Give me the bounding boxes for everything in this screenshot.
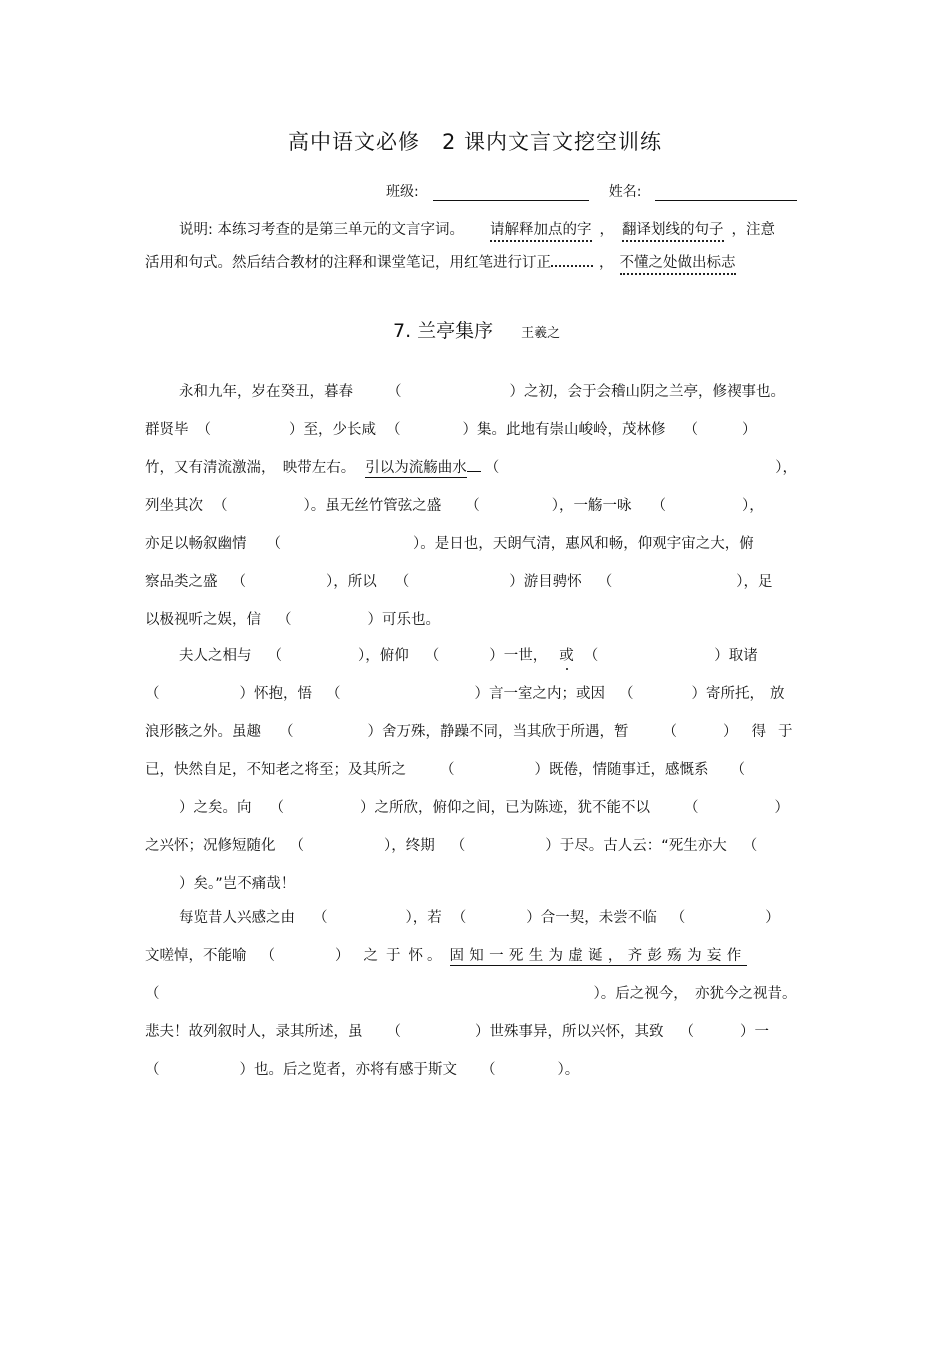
text-segment: ）游目骋怀 — [509, 574, 582, 590]
blank-open: （ — [145, 1062, 160, 1078]
text-line — [145, 456, 797, 477]
instructions — [145, 218, 807, 278]
text-segment: 以极视听之娱，信 — [145, 612, 261, 628]
text-segment: 于 — [386, 948, 401, 964]
instructions-dotted-note: 翻译划线的句子 — [622, 222, 724, 242]
blank-open: （ — [386, 1024, 401, 1040]
blank-open: （ — [231, 574, 246, 590]
text-line — [145, 758, 745, 779]
blank-open: （ — [269, 800, 284, 816]
text-segment: 列坐其次 — [145, 498, 203, 514]
blank-open: （ — [386, 422, 401, 438]
blank-open: （ — [145, 686, 160, 702]
text-segment: ），若 — [405, 910, 442, 926]
text-line — [179, 796, 789, 817]
text-segment: ）既倦，情随事迁，感慨系 — [534, 762, 709, 778]
text-line — [145, 720, 793, 741]
text-segment: ）怀抱，悟 — [239, 686, 312, 702]
text-segment: ），所以 — [326, 574, 377, 590]
blank-open: （ — [313, 910, 328, 926]
text-segment: 之 — [363, 948, 378, 964]
text-segment: 于 — [778, 724, 793, 740]
text-segment: ）一 — [740, 1024, 769, 1040]
text-segment: ）之初，会于会稽山阴之兰亭，修禊事也。 — [509, 384, 785, 400]
instructions-dotted-gap — [551, 251, 593, 267]
blank-open: （ — [394, 574, 410, 590]
instructions-text: 活用和句式。然后结合教材的注释和课堂笔记，用红笔进行订正 — [145, 255, 551, 271]
blank-open: （ — [662, 724, 677, 740]
text-segment: 怀 — [408, 948, 423, 964]
text-line — [145, 1058, 579, 1079]
text-segment: ）。后之视今， 亦犹今之视昔。 — [593, 986, 797, 1002]
text-line — [145, 1020, 769, 1041]
blank-close: ） — [765, 910, 780, 926]
text-line — [145, 494, 764, 515]
class-field[interactable] — [433, 184, 589, 201]
text-segment: 每览昔人兴感之由 — [179, 910, 295, 926]
text-line — [145, 982, 797, 1003]
text-segment: 或 — [559, 648, 574, 664]
name-label: 姓名: — [608, 184, 642, 200]
text-segment: 竹，又有清流激湍， 映带左右。 — [145, 460, 356, 476]
blank-close: ） — [335, 948, 350, 964]
text-segment: 永和九年，岁在癸丑，暮春 — [179, 384, 353, 400]
blank-open: （ — [651, 498, 666, 514]
text-line — [145, 532, 754, 553]
student-info-line — [386, 181, 797, 201]
text-segment: ）合一契，未尝不临 — [526, 910, 657, 926]
blank-open: （ — [583, 648, 599, 664]
text-segment: ）一世， — [489, 648, 548, 664]
exercise-text — [145, 380, 807, 1080]
text-line — [179, 906, 780, 927]
text-line — [145, 608, 440, 629]
blank-open: （ — [266, 536, 281, 552]
blank-open: （ — [684, 800, 699, 816]
text-segment: 放 — [770, 686, 785, 702]
lesson-heading — [393, 316, 560, 343]
blank-open: （ — [387, 384, 402, 400]
blank-open: （ — [440, 762, 455, 778]
instructions-comma: ， — [599, 255, 614, 271]
class-label: 班级: — [386, 184, 419, 200]
instructions-text: ，注意 — [731, 222, 775, 238]
text-line — [145, 682, 785, 703]
text-segment: 亦足以畅叙幽情 — [145, 536, 247, 552]
blank-open: （ — [451, 910, 467, 926]
blank-open: （ — [683, 422, 698, 438]
blank-open: （ — [597, 574, 613, 590]
blank-close: ） — [723, 724, 738, 740]
text-segment: ）世殊事异，所以兴怀，其致 — [475, 1024, 664, 1040]
text-segment: 察品类之盛 — [145, 574, 218, 590]
blank-open: （ — [619, 686, 634, 702]
text-segment: 文嗟悼，不能喻 — [145, 948, 247, 964]
blank-open: （ — [679, 1024, 694, 1040]
text-segment: 已，快然自足，不知老之将至；及其所之 — [145, 762, 406, 778]
text-line — [179, 872, 295, 893]
text-line — [145, 570, 773, 591]
text-segment: ）之所欣，俯仰之间，已为陈迹，犹不能不以 — [360, 800, 650, 816]
name-field[interactable] — [655, 184, 797, 201]
text-line — [145, 944, 747, 965]
text-segment: ）。虽无丝竹管弦之盛 — [303, 498, 442, 514]
blank-open: （ — [213, 498, 228, 514]
text-segment: ）言一室之内；或因 — [474, 686, 605, 702]
blank-close: ） — [774, 800, 789, 816]
text-segment: ）之矣。向 — [179, 800, 252, 816]
instructions-comma: ， — [599, 222, 614, 238]
text-segment: ），一觞一咏 — [551, 498, 632, 514]
blank-open: （ — [289, 838, 304, 854]
text-segment: 夫人之相与 — [179, 648, 252, 664]
text-segment: 得 — [751, 724, 766, 740]
lesson-title: 7. 兰亭集序 — [393, 320, 494, 342]
text-segment: 。 — [427, 948, 442, 964]
underlined-sentence: 引以为流觞曲水 — [365, 460, 467, 476]
text-segment: ），足 — [736, 574, 773, 590]
text-segment: ）寄所托， — [691, 686, 764, 702]
text-segment: ）。 — [557, 1062, 580, 1078]
instructions-dotted-note: 不懂之处做出标志 — [620, 255, 736, 275]
text-segment: ）至，少长咸 — [289, 422, 376, 438]
text-segment: ）取诸 — [714, 648, 758, 664]
blank-close: ） — [742, 422, 757, 438]
text-segment: ），俯仰 — [358, 648, 409, 664]
blank-open: （ — [670, 910, 686, 926]
instructions-dotted-note: 请解释加点的字 — [490, 222, 592, 242]
text-segment: 群贤毕 — [145, 422, 189, 438]
underlined-sentence: 固知一死生为虚诞，齐彭殇为妄作 — [449, 948, 747, 964]
text-segment: 之兴怀；况修短随化 — [145, 838, 276, 854]
page-title: 高中语文必修 2 课内文言文挖空训练 — [287, 130, 663, 154]
text-segment: ），终期 — [384, 838, 435, 854]
text-line — [179, 644, 758, 665]
blank-open: （ — [481, 1062, 496, 1078]
blank-open: （ — [260, 948, 275, 964]
text-segment: ）也。后之览者，亦将有感于斯文 — [239, 1062, 457, 1078]
text-segment: 悲夫！故列叙时人，录其所述，虽 — [145, 1024, 363, 1040]
blank-open: （ — [450, 838, 466, 854]
text-line — [179, 380, 785, 401]
text-line — [145, 418, 757, 439]
blank-open: （ — [279, 724, 294, 740]
lesson-author: 王羲之 — [521, 326, 561, 341]
text-segment: ）矣。”岂不痛哉！ — [179, 876, 296, 892]
text-segment: ）。是日也，天朗气清，惠风和畅，仰观宇宙之大，俯 — [413, 536, 754, 552]
text-segment: ）， — [775, 460, 797, 476]
blank-open: （ — [465, 498, 480, 514]
blank-open: （ — [145, 986, 160, 1002]
blank-open: （ — [326, 686, 341, 702]
text-segment: ）可乐也。 — [367, 612, 440, 628]
blank-open: （ — [424, 648, 440, 664]
instructions-text: 说明: 本练习考查的是第三单元的文言字词。 — [179, 222, 464, 238]
text-segment: ）舍万殊，静躁不同，当其欣于所遇，暂 — [367, 724, 629, 740]
text-segment: ）于尽。古人云：“死生亦大 — [545, 838, 727, 854]
blank-open: （ — [742, 838, 758, 854]
text-segment: 浪形骸之外。虽趣 — [145, 724, 261, 740]
blank-open: （ — [484, 460, 500, 476]
blank-open: （ — [267, 648, 282, 664]
blank-open: （ — [196, 422, 211, 438]
text-segment: ）集。此地有崇山峻岭，茂林修 — [462, 422, 666, 438]
text-segment: ）， — [742, 498, 764, 514]
text-line — [145, 834, 757, 855]
blank-open: （ — [277, 612, 292, 628]
blank-open: （ — [730, 762, 745, 778]
